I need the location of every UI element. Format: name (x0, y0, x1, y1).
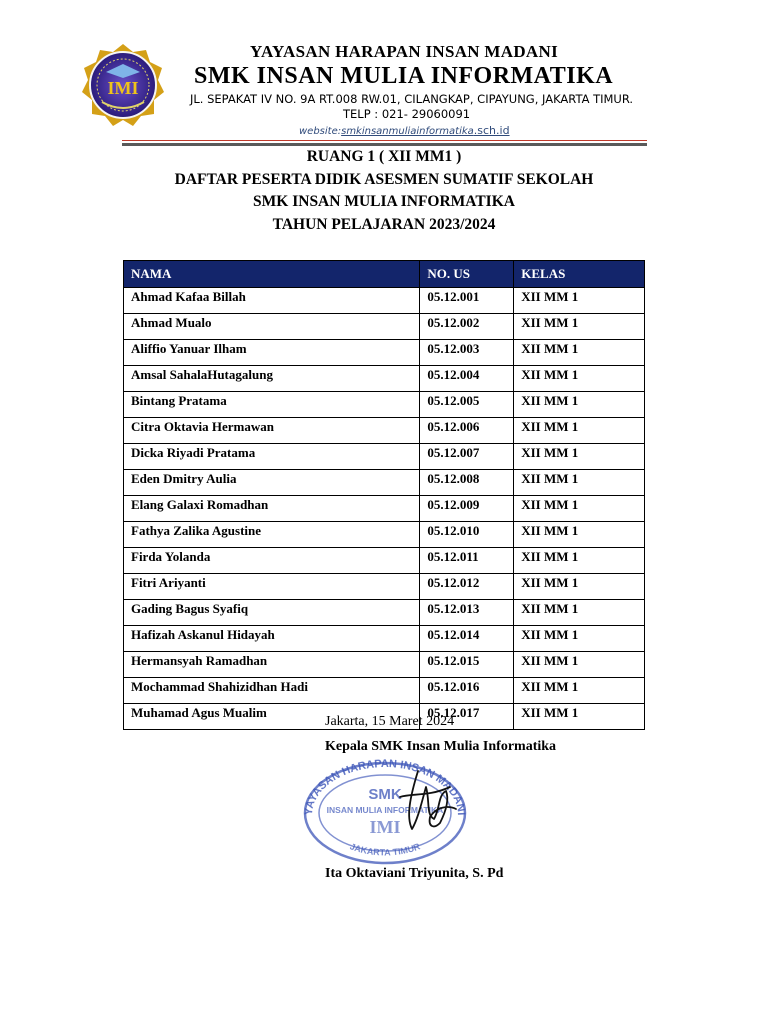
table-row (124, 470, 645, 496)
principal-position: Kepala SMK Insan Mulia Informatika (325, 739, 557, 754)
participant-table (123, 260, 645, 730)
stamp-smk-text: SMK (368, 786, 402, 803)
document-titles (0, 146, 768, 236)
logo-text: IMI (107, 78, 139, 98)
cell-class: XII MM 1 (514, 366, 645, 392)
cell-exam-number: 05.12.001 (420, 288, 514, 314)
cell-class: XII MM 1 (514, 600, 645, 626)
cell-student-name: Gading Bagus Syafiq (124, 600, 420, 626)
table-row (124, 522, 645, 548)
cell-student-name: Hafizah Askanul Hidayah (124, 626, 420, 652)
list-title: DAFTAR PESERTA DIDIK ASESMEN SUMATIF SEKOLAH (174, 170, 594, 188)
cell-exam-number: 05.12.016 (420, 678, 514, 704)
cell-exam-number: 05.12.002 (420, 314, 514, 340)
table-row (124, 444, 645, 470)
cell-student-name: Hermansyah Ramadhan (124, 652, 420, 678)
cell-class: XII MM 1 (514, 522, 645, 548)
stamp-foundation-text: YAYASAN HARAPAN INSAN MADANI (302, 757, 468, 816)
school-stamp (300, 757, 470, 867)
cell-class: XII MM 1 (514, 574, 645, 600)
cell-exam-number: 05.12.013 (420, 600, 514, 626)
cell-exam-number: 05.12.017 (420, 704, 514, 730)
stamp-logo-text: IMI (369, 817, 401, 837)
table-row (124, 392, 645, 418)
cell-student-name: Aliffio Yanuar Ilham (124, 340, 420, 366)
handwritten-signature (400, 771, 456, 829)
svg-text:JAKARTA TIMUR (349, 841, 422, 857)
foundation-name: YAYASAN HARAPAN INSAN MADANI (250, 42, 558, 61)
cell-class: XII MM 1 (514, 678, 645, 704)
cell-student-name: Amsal SahalaHutagalung (124, 366, 420, 392)
cell-class: XII MM 1 (514, 548, 645, 574)
cell-student-name: Muhamad Agus Mualim (124, 704, 420, 730)
cell-student-name: Fathya Zalika Agustine (124, 522, 420, 548)
cell-exam-number: 05.12.014 (420, 626, 514, 652)
header-name: NAMA (124, 261, 420, 288)
table-row (124, 652, 645, 678)
cell-class: XII MM 1 (514, 626, 645, 652)
table-header-row (124, 261, 645, 288)
cell-class: XII MM 1 (514, 418, 645, 444)
cell-exam-number: 05.12.003 (420, 340, 514, 366)
table-row (124, 496, 645, 522)
cell-student-name: Eden Dmitry Aulia (124, 470, 420, 496)
website-url[interactable]: smkinsanmuliainformatika (341, 126, 474, 137)
table-row (124, 314, 645, 340)
table-row (124, 678, 645, 704)
cell-class: XII MM 1 (514, 470, 645, 496)
table-row (124, 626, 645, 652)
cell-student-name: Fitri Ariyanti (124, 574, 420, 600)
cell-student-name: Ahmad Kafaa Billah (124, 288, 420, 314)
header-class: KELAS (514, 261, 645, 288)
table-row (124, 340, 645, 366)
school-website[interactable] (299, 124, 510, 137)
school-name: SMK INSAN MULIA INFORMATIKA (194, 63, 614, 89)
cell-class: XII MM 1 (514, 314, 645, 340)
cell-student-name: Ahmad Mualo (124, 314, 420, 340)
table-row (124, 366, 645, 392)
table-row (124, 574, 645, 600)
cell-exam-number: 05.12.012 (420, 574, 514, 600)
school-phone: TELP : 021- 29060091 (343, 107, 471, 121)
room-title: RUANG 1 ( XII MM1 ) (306, 148, 462, 165)
cell-student-name: Firda Yolanda (124, 548, 420, 574)
table-row (124, 288, 645, 314)
cell-student-name: Elang Galaxi Romadhan (124, 496, 420, 522)
school-title: SMK INSAN MULIA INFORMATIKA (253, 193, 515, 210)
cell-class: XII MM 1 (514, 392, 645, 418)
cell-class: XII MM 1 (514, 340, 645, 366)
cell-exam-number: 05.12.004 (420, 366, 514, 392)
school-logo (80, 42, 166, 128)
cell-student-name: Dicka Riyadi Pratama (124, 444, 420, 470)
stamp-school-text: INSAN MULIA INFORMATIKA (326, 805, 444, 815)
cell-student-name: Citra Oktavia Hermawan (124, 418, 420, 444)
website-domain[interactable]: .sch.id (473, 124, 510, 137)
website-label: website: (299, 126, 342, 137)
cell-class: XII MM 1 (514, 496, 645, 522)
cell-exam-number: 05.12.010 (420, 522, 514, 548)
cell-exam-number: 05.12.008 (420, 470, 514, 496)
cell-exam-number: 05.12.009 (420, 496, 514, 522)
principal-name: Ita Oktaviani Triyunita, S. Pd (325, 866, 504, 881)
cell-exam-number: 05.12.007 (420, 444, 514, 470)
letterhead-rule-thin (122, 140, 647, 141)
cell-exam-number: 05.12.006 (420, 418, 514, 444)
cell-class: XII MM 1 (514, 704, 645, 730)
table-row (124, 548, 645, 574)
signing-date: Jakarta, 15 Maret 2024 (325, 714, 455, 729)
school-address: JL. SEPAKAT IV NO. 9A RT.008 RW.01, CILANGKAP, CIPAYUNG, JAKARTA TIMUR. (190, 92, 634, 106)
cell-exam-number: 05.12.011 (420, 548, 514, 574)
cell-exam-number: 05.12.005 (420, 392, 514, 418)
cell-class: XII MM 1 (514, 288, 645, 314)
table-row (124, 418, 645, 444)
cell-student-name: Bintang Pratama (124, 392, 420, 418)
header-exam-number: NO. US (420, 261, 514, 288)
cell-student-name: Mochammad Shahizidhan Hadi (124, 678, 420, 704)
table-row (124, 600, 645, 626)
cell-class: XII MM 1 (514, 652, 645, 678)
year-title: TAHUN PELAJARAN 2023/2024 (272, 215, 496, 233)
cell-class: XII MM 1 (514, 444, 645, 470)
cell-exam-number: 05.12.015 (420, 652, 514, 678)
stamp-city-text: JAKARTA TIMUR (348, 841, 422, 858)
